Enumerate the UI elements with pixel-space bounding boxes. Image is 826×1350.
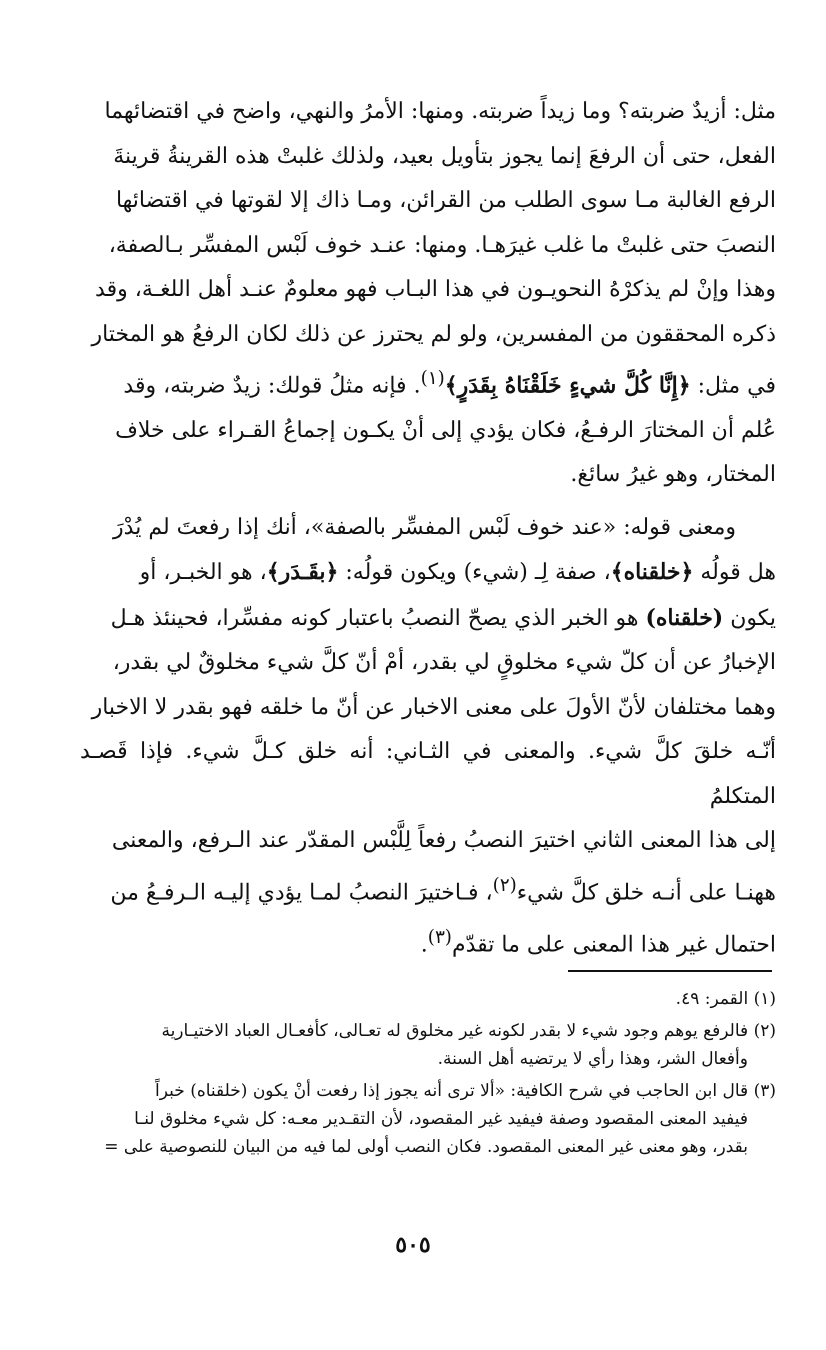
text-fragment: . <box>420 931 428 957</box>
text-line: أنّـه خلقَ كلَّ شيء. والمعنى في الثـاني: أنه خلق كـلَّ شيء. فإذا قَصـد المتكلمُ <box>80 739 776 809</box>
footnote-text: (٢) فالرفع يوهم وجود شيء لا بقدر لكونه غير مخلوق له تعـالى، كأفعـال العباد الاختيـارية <box>161 1021 776 1041</box>
text-line: الإخبارُ عن أن كلّ شيء مخلوقٍ لي بقدر، أمْ أنّ كلَّ شيء مخلوقٌ لي بقدر، <box>112 650 776 676</box>
text-line: وهما مختلفان لأنّ الأولَ على معنى الاخبار عن أنّ ما خلقه فهو بقدر لا الاخبار <box>91 694 776 720</box>
text-fragment: هو الخبر الذي يصحّ النصبُ باعتبار كونه مفسِّرا، فحينئذ هـل <box>110 605 646 631</box>
text-fragment: في مثل: <box>690 373 776 399</box>
footnote-ref-3[interactable]: (٣) <box>427 926 452 948</box>
text-line: ومعنى قوله: «عند خوف لَبْس المفسِّر بالصفة»، أنك إذا رفعتَ لم يُدْرَ <box>113 514 736 540</box>
text-line: عُلم أن المختارَ الرفـعُ، فكان يؤدي إلى أنْ يكـون إجماعُ القـراء على خلاف <box>115 417 776 443</box>
text-line: المختار، وهو غيرُ سائغ. <box>570 462 776 488</box>
text-line: ذكره المحققون من المفسرين، ولو لم يحترز عن ذلك لكان الرفعُ هو المختار <box>91 321 776 347</box>
footnote-divider <box>568 970 772 972</box>
footnotes <box>80 985 776 1165</box>
text-line: الرفع الغالبة مـا سوى الطلب من القرائن، ومـا ذاك إلا لقوتها في اقتضائها <box>115 188 776 213</box>
text-line: مثل: أزيدٌ ضربته؟ وما زيداً ضربته. ومنها: الأمرُ والنهي، واضح في اقتضائهما <box>104 99 776 124</box>
text-fragment: ههنـا على أنـه خلق كلَّ شيء <box>516 880 776 906</box>
text-line: إلى هذا المعنى الثاني اختيرَ النصبُ رفعاً لِلَّبْس المقدّر عند الـرفع، والمعنى <box>111 828 776 854</box>
main-text <box>80 90 776 967</box>
footnote-text: (١) القمر: ٤٩. <box>675 989 776 1009</box>
text-line: الفعل، حتى أن الرفعَ إنما يجوز بتأويل بعيد، ولذلك غلبتْ هذه القرينةُ قرينةَ <box>113 143 776 169</box>
footnote-1 <box>80 985 776 1013</box>
footnote-2 <box>80 1017 776 1073</box>
text-fragment: . فإنه مثلُ قولك: زيدٌ ضربته، وقد <box>123 373 421 399</box>
text-fragment: هل قولُه <box>693 560 776 586</box>
quoted-word: (خلقناه) <box>645 604 724 631</box>
quoted-word: ﴿بقَـدَر﴾ <box>266 559 339 586</box>
text-fragment: ، فـاختيرَ النصبُ لمـا يؤدي إليـه الـرفـعُ من <box>110 880 493 906</box>
footnote-text: وأفعال الشر، وهذا رأي لا يرتضيه أهل السنة. <box>437 1049 748 1069</box>
text-line: النصبَ حتى غلبتْ ما غلب غيرَهـا. ومنها: عنـد خوف لَبْس المفسِّر بـالصفة، <box>108 232 776 258</box>
text-fragment: احتمال غير هذا المعنى على ما تقدّم <box>451 931 776 957</box>
footnote-ref-1[interactable]: (١) <box>420 368 445 389</box>
footnote-text: بقدر، وهو معنى غير المعنى المقصود. فكان النصب أولى لما فيه من البيان للنصوصية على = <box>104 1137 748 1157</box>
footnote-3 <box>80 1077 776 1161</box>
paragraph-2 <box>80 506 776 968</box>
quoted-word: ﴿خلقناه﴾ <box>610 559 694 586</box>
footnote-ref-2[interactable]: (٢) <box>492 874 517 896</box>
text-fragment: ، صفة لِـ (شيء) ويكون قولُه: <box>338 560 611 586</box>
footnote-text: (٣) قال ابن الحاجب في شرح الكافية: «ألا ترى أنه يجوز إذا رفعت أنْ يكون (خلقناه) خبراً <box>155 1081 776 1101</box>
paragraph-1 <box>80 90 776 498</box>
text-line: وهذا وإنْ لم يذكرْهُ النحويـون في هذا البـاب فهو معلومٌ عنـد أهل اللغـة، وقد <box>95 277 776 302</box>
page-number: ٥٠٥ <box>395 1232 431 1258</box>
footnote-text: فيفيد المعنى المقصود وصفة فيفيد غير المقصود، لأن التقـدير معـه: كل شيء مخلوق لنـا <box>134 1109 748 1129</box>
text-fragment: يكون <box>723 605 776 631</box>
quran-verse: ﴿إِنَّا كُلَّ شيءٍ خَلَقْنَاهُ بِقَدَرٍ﴾ <box>444 372 691 399</box>
text-fragment: ، هو الخبـر، أو <box>139 560 267 586</box>
